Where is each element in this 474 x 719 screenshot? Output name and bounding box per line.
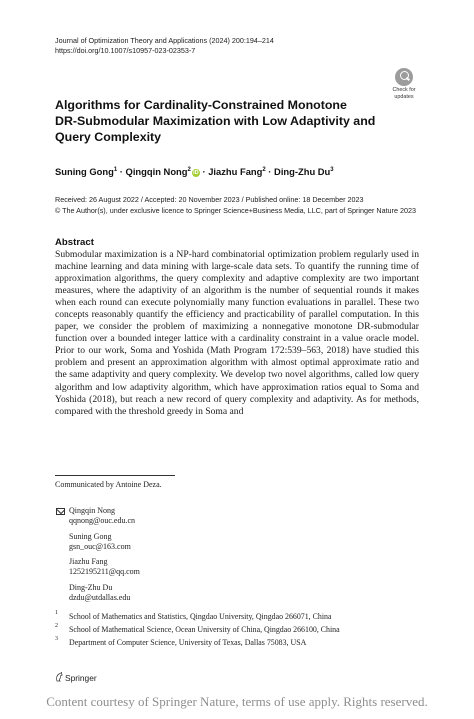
publication-dates	[55, 195, 416, 216]
springer-horse-icon	[55, 672, 63, 682]
author-list	[55, 164, 334, 178]
affiliation-number: 2	[55, 623, 58, 630]
publisher-name: Springer	[65, 673, 97, 683]
check-for-updates-icon	[395, 68, 413, 86]
affiliation-item	[55, 625, 435, 638]
article-title: Algorithms for Cardinality-Constrained Monotone DR-Submodular Maximization with Low Adaptivity and Query Complexity	[55, 98, 376, 144]
contact-entry	[69, 583, 140, 603]
contact-email[interactable]: 1252195211@qq.com	[69, 567, 140, 576]
badge-label: Check for updates	[392, 87, 416, 100]
contact-entry	[69, 506, 140, 526]
contact-email[interactable]: qqnong@ouc.edu.cn	[69, 516, 136, 525]
author-name[interactable]: Suning Gong	[55, 166, 114, 178]
affiliation-marker: 2	[262, 167, 266, 173]
author-separator: ·	[265, 166, 275, 178]
journal-header	[55, 36, 274, 56]
affiliation-number: 3	[55, 636, 58, 643]
affiliation-list	[55, 612, 435, 651]
affiliation-item	[55, 612, 435, 625]
communicated-by: Communicated by Antoine Deza.	[55, 480, 162, 489]
history-dates: Received: 26 August 2022 / Accepted: 20 November 2023 / Published online: 18 December 2023	[55, 195, 364, 204]
footnote-divider	[55, 475, 175, 476]
abstract-text: Submodular maximization is a NP-hard combinatorial optimization problem regularly used in machine learning and data mining with large-scale data sets. To quantify the running time of approximation algorithms, the query complexity and adaptive complexity are two important measures, where the adaptivity of an algorithm is the number of sequential rounds it makes when each round can execute polynomially many function evaluations in parallel. These two concepts reasonably quantify the efficiency and practicability of parallel computation. In this paper, we consider the problem of maximizing a nonnegative monotone DR-submodular function over a bounded integer lattice with a cardinality constraint in a value oracle model. Prior to our work, Soma and Yoshida (Math Program 172:539–563, 2018) have studied this problem and present an approximation algorithm with almost optimal approximate ratio and the same adaptivity and query complexity. We develop two novel algorithms, called low query algorithm and low adaptivity algorithm, which have approximation ratios equal to Soma and Yoshida (2018), but reach a new record of query complexity and adaptivity. As for methods, compared with the threshold greedy in Soma and	[55, 249, 419, 417]
affiliation-marker: 2	[187, 167, 191, 173]
affiliation-text: Department of Computer Science, University of Texas, Dallas 75083, USA	[69, 638, 307, 648]
publisher-logo	[55, 672, 97, 683]
author-name[interactable]: Qingqin Nong	[125, 166, 188, 178]
affiliation-number: 1	[55, 610, 58, 616]
affiliation-marker: 3	[330, 167, 334, 173]
contact-name: Jiazhu Fang	[69, 557, 108, 566]
journal-citation: Journal of Optimization Theory and Applications (2024) 200:194–214	[55, 36, 274, 45]
contact-name: Suning Gong	[69, 531, 112, 541]
contact-name: Qingqin Nong	[69, 506, 115, 515]
courtesy-watermark: Content courtesy of Springer Nature, terms of use apply. Rights reserved.	[46, 694, 428, 709]
author-name[interactable]: Ding-Zhu Du	[274, 166, 331, 178]
abstract-heading: Abstract	[55, 237, 94, 248]
affiliation-marker: 1	[113, 167, 118, 173]
affiliation-item	[55, 638, 435, 651]
author-separator: ·	[117, 166, 126, 178]
copyright-line: © The Author(s), under exclusive licence to Springer Science+Business Media, LLC, part of Springer Nature 2023	[55, 205, 416, 215]
contact-name: Ding-Zhu Du	[69, 582, 113, 592]
contact-entry	[69, 557, 140, 577]
contact-email[interactable]: gsn_ouc@163.com	[69, 541, 131, 551]
contact-entry	[69, 532, 140, 552]
affiliation-text: School of Mathematics and Statistics, Qingdao University, Qingdao 266071, China	[69, 612, 332, 621]
envelope-icon	[56, 508, 65, 515]
affiliation-text: School of Mathematical Science, Ocean University of China, Qingdao 266100, China	[69, 625, 340, 635]
orcid-icon[interactable]: iD	[193, 170, 199, 177]
contact-list	[69, 506, 140, 608]
author-name[interactable]: Jiazhu Fang	[208, 166, 263, 178]
doi-link[interactable]: https://doi.org/10.1007/s10957-023-02353-7	[55, 46, 196, 55]
author-separator: ·	[199, 166, 209, 178]
contact-email[interactable]: dzdu@utdallas.edu	[69, 592, 131, 602]
